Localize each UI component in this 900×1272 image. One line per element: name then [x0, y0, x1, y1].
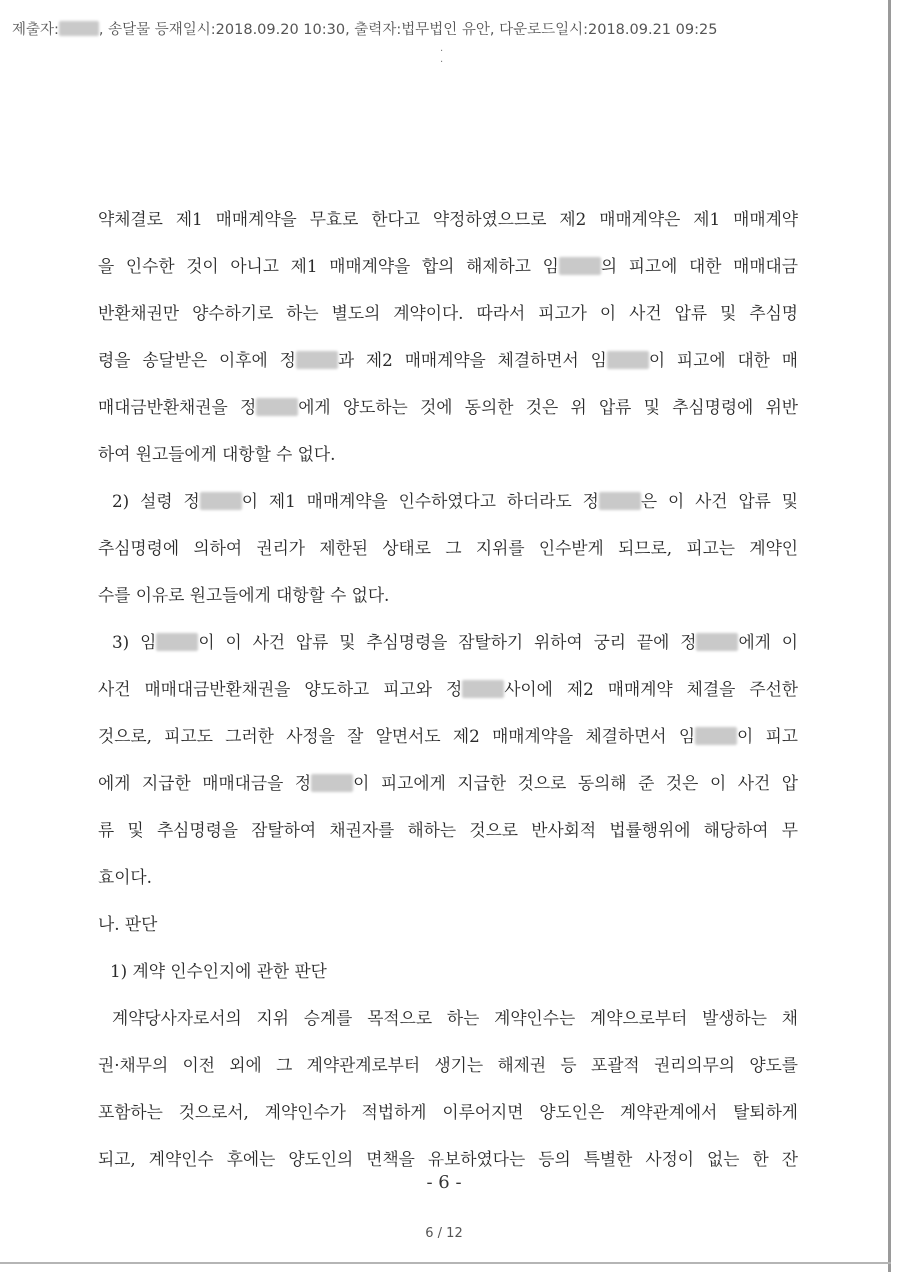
page-count: 6 / 12: [425, 1226, 463, 1241]
redacted-name: [462, 680, 504, 698]
text-segment: 이 이 사건 압류 및 추심명령을 잠탈하기 위하여 궁리 끝에 정: [198, 632, 697, 652]
text-segment: 에게 양도하는 것에 동의한 것은 위 압류 및 추심명령에 위반: [298, 397, 798, 417]
text-line: [98, 196, 798, 243]
redacted-name: [607, 351, 649, 369]
text-segment: 이 피고: [737, 726, 799, 746]
redacted-name: [311, 774, 353, 792]
text-line: [98, 243, 798, 290]
text-line: [98, 1042, 798, 1089]
text-segment: 매대금반환채권을 정: [98, 397, 257, 417]
text-line: [98, 760, 798, 807]
redacted-name: [256, 398, 298, 416]
document-header: [12, 18, 882, 39]
text-segment: 사건 매매대금반환채권을 양도하고 피고와 정: [98, 679, 463, 699]
text-segment: 과 제2 매매계약을 체결하면서 임: [337, 350, 607, 370]
redacted-name: [695, 727, 737, 745]
page-edge-right: [888, 0, 891, 1272]
text-line: [98, 713, 798, 760]
redacted-name: [200, 492, 242, 510]
text-segment: 사이에 제2 매매계약 체결을 주선한: [504, 679, 798, 699]
text-segment: 계약당사자로서의 지위 승계를 목적으로 하는 계약인수는 계약으로부터 발생하는 채: [112, 1008, 798, 1028]
text-segment: 의 피고에 대한 매매대금: [600, 256, 798, 276]
text-line: [98, 384, 798, 431]
text-segment: 이 피고에게 지급한 것으로 동의해 준 것은 이 사건 압: [353, 773, 799, 793]
text-line: [98, 666, 798, 713]
text-line: [98, 948, 798, 995]
text-segment: 이 피고에 대한 매: [648, 350, 798, 370]
text-line: [98, 619, 798, 666]
redacted-name: [59, 21, 99, 36]
text-line: [98, 478, 798, 525]
page-edge-bottom: [0, 1262, 891, 1264]
text-segment: 하여 원고들에게 대항할 수 없다.: [98, 444, 336, 464]
text-segment: 나. 판단: [98, 914, 158, 934]
text-line: [98, 290, 798, 337]
text-line: [98, 807, 798, 854]
text-segment: 이 제1 매매계약을 인수하였다고 하더라도 정: [241, 491, 599, 511]
header-dots: · ·: [440, 46, 484, 68]
text-segment: 1) 계약 인수인지에 관한 판단: [110, 961, 327, 981]
text-segment: 류 및 추심명령을 잠탈하여 채권자를 해하는 것으로 반사회적 법률행위에 해당하여 무: [98, 820, 798, 840]
text-line: [98, 572, 798, 619]
document-body: [98, 196, 798, 1183]
text-segment: 에게 이: [738, 632, 798, 652]
text-line: [98, 854, 798, 901]
text-line: [98, 901, 798, 948]
submitter-label: 제출자:: [12, 22, 59, 38]
text-segment: 권·채무의 이전 외에 그 계약관계로부터 생기는 해제권 등 포괄적 권리의무의 양도를: [98, 1055, 798, 1075]
text-line: [98, 431, 798, 478]
text-line: [98, 995, 798, 1042]
text-segment: 추심명령에 의하여 권리가 제한된 상태로 그 지위를 인수받게 되므로, 피고는 계약인: [98, 538, 798, 558]
text-segment: 을 인수한 것이 아니고 제1 매매계약을 합의 해제하고 임: [98, 256, 559, 276]
page-number: - 6 -: [426, 1172, 462, 1193]
text-segment: 2) 설령 정: [112, 491, 200, 511]
redacted-name: [599, 492, 641, 510]
text-segment: 령을 송달받은 이후에 정: [98, 350, 296, 370]
text-segment: 반환채권만 양수하기로 하는 별도의 계약이다. 따라서 피고가 이 사건 압류 및 추심명: [98, 303, 798, 323]
text-segment: 은 이 사건 압류 및: [640, 491, 799, 511]
redacted-name: [156, 633, 198, 651]
text-segment: 것으로, 피고도 그러한 사정을 잘 알면서도 제2 매매계약을 체결하면서 임: [98, 726, 696, 746]
text-segment: 3) 임: [112, 632, 157, 652]
redacted-name: [559, 257, 601, 275]
text-line: [98, 1089, 798, 1136]
text-segment: 수를 이유로 원고들에게 대항할 수 없다.: [98, 585, 390, 605]
text-line: [98, 525, 798, 572]
text-line: [98, 337, 798, 384]
redacted-name: [296, 351, 338, 369]
text-segment: 포함하는 것으로서, 계약인수가 적법하게 이루어지면 양도인은 계약관계에서 탈퇴하게: [98, 1102, 798, 1122]
text-segment: 효이다.: [98, 867, 152, 887]
redacted-name: [696, 633, 738, 651]
text-segment: 약체결로 제1 매매계약을 무효로 한다고 약정하였으므로 제2 매매계약은 제1 매매계약: [98, 209, 798, 229]
text-segment: 되고, 계약인수 후에는 양도인의 면책을 유보하였다는 등의 특별한 사정이 없는 한 잔: [98, 1149, 798, 1169]
text-segment: 에게 지급한 매매대금을 정: [98, 773, 312, 793]
header-meta: , 송달물 등재일시:2018.09.20 10:30, 출력자:법무법인 유안, 다운로드일시:2018.09.21 09:25: [98, 22, 718, 38]
